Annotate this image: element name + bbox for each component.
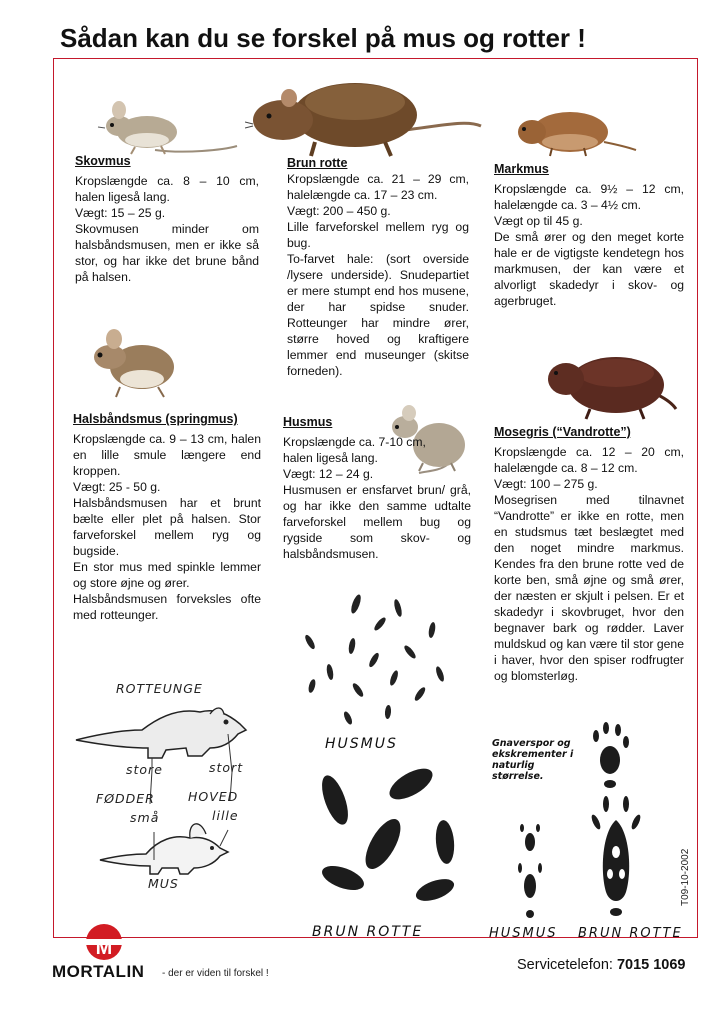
husmus-tracks — [510, 822, 550, 922]
sketch-stort-label: stort — [209, 760, 244, 775]
husmus-line: Kropslængde ca. 7-10 cm, — [283, 435, 426, 449]
skovmus-title: Skovmus — [75, 154, 131, 168]
page-title: Sådan kan du se forskel på mus og rotter ! — [60, 23, 586, 53]
skovmus-line: Skovmusen minder om halsbåndsmusen, men er ikke så stor, og har ikke det brune bånd på halsen. — [75, 222, 259, 284]
husmus-droppings-label: HUSMUS — [325, 736, 398, 752]
skovmus-line: Vægt: 15 – 25 g. — [75, 206, 166, 220]
brand-name: MORTALIN — [52, 962, 145, 981]
logo-letter: M — [95, 937, 113, 959]
halsbaandsmus-line: En stor mus med spinkle lemmer og store øjne og ører. — [73, 560, 261, 590]
service-number: 7015 1069 — [616, 957, 686, 973]
skovmus-line: Kropslængde ca. 8 – 10 cm, halen ligeså lang. — [75, 174, 259, 204]
skovmus-illustration — [95, 92, 245, 162]
mosegris-text — [494, 444, 684, 684]
halsbaandsmus-title: Halsbåndsmus (springmus) — [73, 412, 238, 426]
halsbaandsmus-line: Vægt: 25 - 50 g. — [73, 480, 161, 494]
halsbaandsmus-illustration — [80, 325, 200, 400]
sketch-rotteunge-label: ROTTEUNGE — [116, 681, 203, 696]
document-code: T09-10-2002 — [680, 848, 691, 906]
husmus-text — [283, 434, 471, 562]
service-phone — [517, 957, 686, 973]
sketch-smaa-label: små — [130, 810, 160, 825]
brun-rotte-line: To-farvet hale: (sort overside /lysere underside). Snudepartiet er mere stumpt end hos musene, der har spidse snuder. Rotteunger har mindre ører, større hoved og kraftigere lemmer end museunger (skitse forneden). — [287, 252, 469, 378]
husmus-tracks-label: HUSMUS — [489, 926, 558, 941]
brun-rotte-title: Brun rotte — [287, 156, 348, 170]
halsbaandsmus-text — [73, 431, 261, 623]
brun-rotte-tracks-label: BRUN ROTTE — [578, 926, 683, 941]
husmus-droppings — [290, 590, 460, 735]
husmus-title: Husmus — [283, 415, 333, 429]
brun-rotte-tracks — [586, 792, 646, 917]
markmus-text — [494, 181, 684, 309]
brun-rotte-droppings — [295, 760, 470, 910]
mosegris-line: Kropslængde ca. 12 – 20 cm, halelængde ca. 8 – 12 cm. — [494, 445, 684, 475]
mosegris-line: Vægt: 100 – 275 g. — [494, 477, 598, 491]
brun-rotte-droppings-label: BRUN ROTTE — [312, 924, 424, 940]
husmus-line: Husmusen er ensfarvet brun/ grå, og har ikke den samme udtalte farveforskel mellem bug og rygside som skov- og halsbåndsmusen. — [283, 483, 471, 561]
husmus-line: Vægt: 12 – 24 g. — [283, 467, 374, 481]
brun-rotte-illustration — [245, 70, 485, 160]
brun-rotte-line: Kropslængde ca. 21 – 29 cm, halelængde ca. 17 – 23 cm. — [287, 172, 469, 202]
mosegris-line: Mosegrisen med tilnavnet “Vandrotte” er ikke en rotte, men en studsmus tæt beslægtet med den noget mindre markmus. Kendes fra den brune rotte ved de korte ben, små øjne og små ører, der næsten er skjult i pelsen. Er et skadedyr i skovbruget, hvor den begnaver bark og rødder. Laver muldskud og kan være til stor gene i haver, hvor den spiser rodfrugter og blomsterløg. — [494, 493, 684, 683]
markmus-line: De små ører og den meget korte hale er de vigtigste kendetegn hos markmusen, der kan være et alvorligt skadedyr i skov- og agerbruget. — [494, 230, 684, 308]
markmus-line: Vægt op til 45 g. — [494, 214, 583, 228]
halsbaandsmus-line: Kropslængde ca. 9 – 13 cm, halen en lille smule længere end kroppen. — [73, 432, 261, 478]
mosegris-title: Mosegris (“Vandrotte”) — [494, 425, 631, 439]
husmus-line: halen ligeså lang. — [283, 451, 378, 465]
markmus-line: Kropslængde ca. 9½ – 12 cm, halelængde ca. 3 – 4½ cm. — [494, 182, 684, 212]
halsbaandsmus-line: Halsbåndsmusen forveksles ofte med rotteunger. — [73, 592, 261, 622]
brun-rotte-line: Lille farveforskel mellem ryg og bug. — [287, 220, 469, 250]
mosegris-illustration — [540, 343, 680, 423]
sketch-fodder-label: FØDDER — [96, 791, 155, 806]
markmus-title: Markmus — [494, 162, 549, 176]
brand-tagline: - der er viden til forskel ! — [162, 968, 269, 979]
sketch-store-label: store — [126, 762, 163, 777]
halsbaandsmus-line: Halsbåndsmusen har et brunt bælte eller plet på halsen. Stor farveforskel mellem ryg og bugside. — [73, 496, 261, 558]
husmus-footprint-top — [586, 720, 634, 790]
skovmus-text — [75, 173, 259, 285]
mortalin-logo-icon — [84, 922, 124, 962]
sketch-hoved-label: HOVED — [188, 789, 239, 804]
brun-rotte-line: Vægt: 200 – 450 g. — [287, 204, 391, 218]
brun-rotte-text — [287, 171, 469, 379]
tracks-note: Gnaverspor og ekskrementer i naturlig størrelse. — [492, 738, 574, 782]
sketch-mus-label: MUS — [148, 876, 179, 891]
markmus-illustration — [512, 102, 642, 162]
service-label: Servicetelefon: — [517, 957, 613, 973]
sketch-lille-label: lille — [212, 808, 239, 823]
